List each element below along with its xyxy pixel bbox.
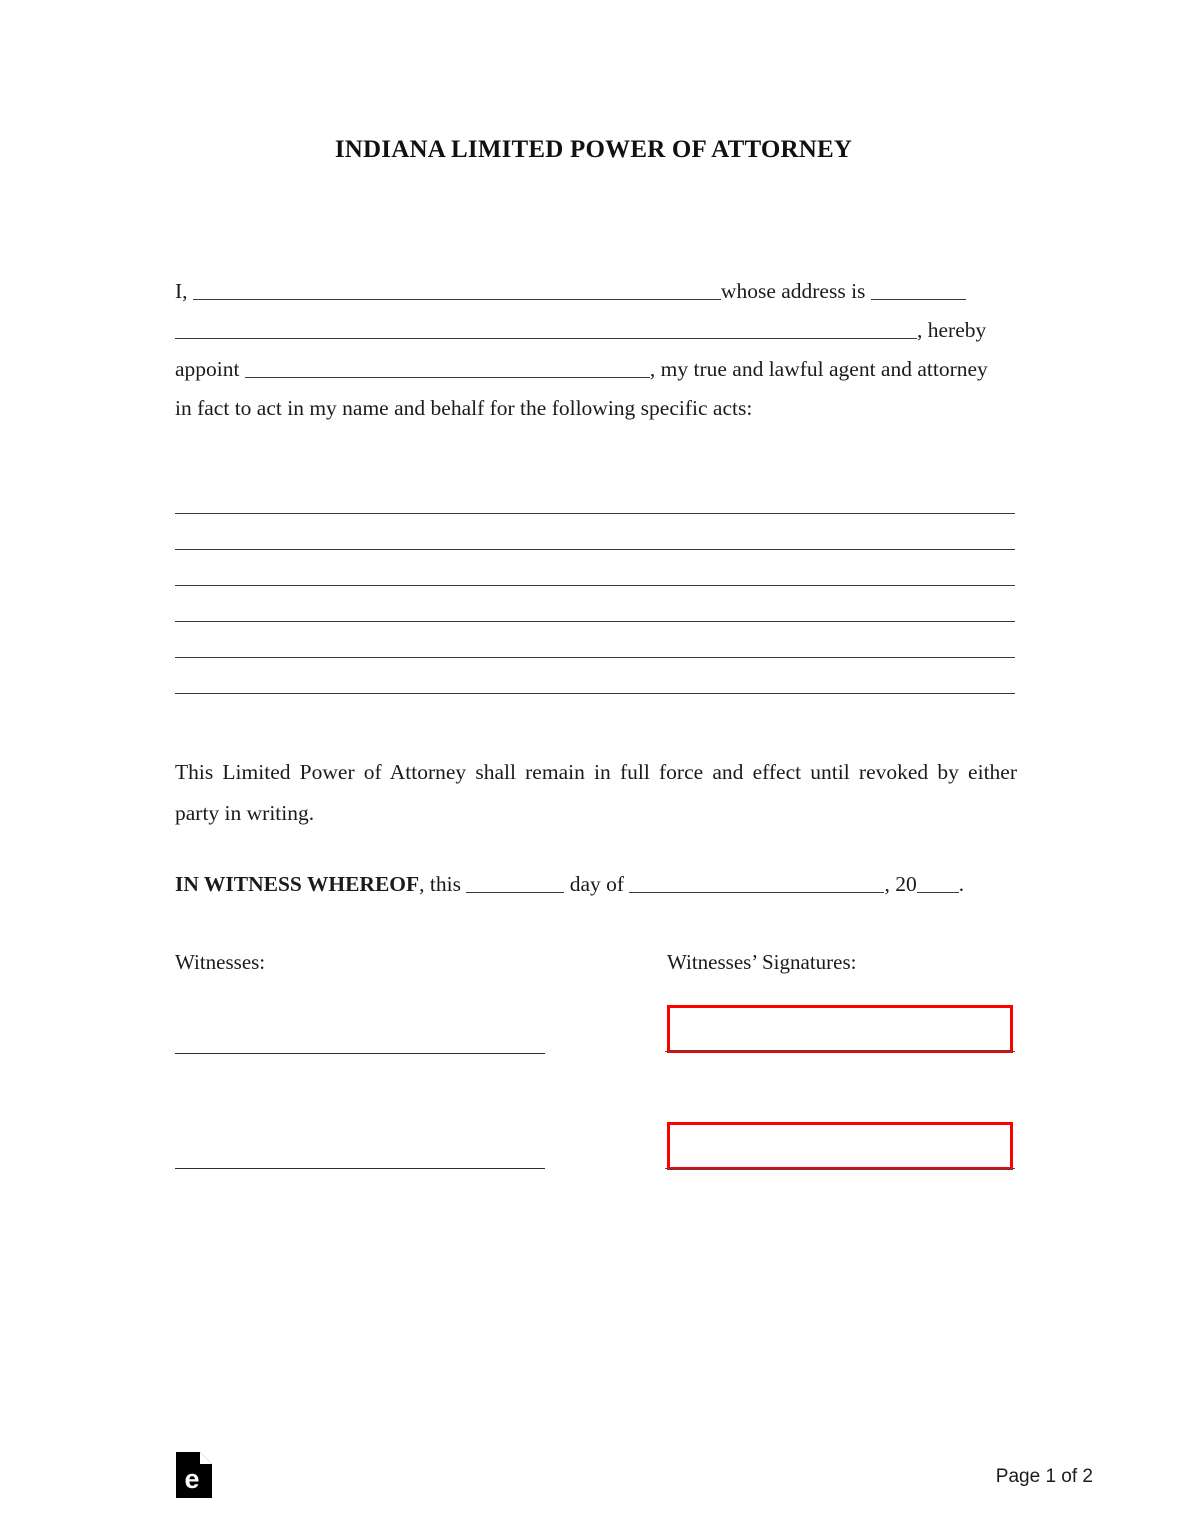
intro-line-purpose: in fact to act in my name and behalf for the following specific acts:: [175, 396, 753, 420]
durability-clause-line-2: party in writing.: [175, 801, 315, 825]
witness-signature-underline-2: [665, 1168, 1015, 1169]
specific-acts-line[interactable]: [175, 478, 1015, 514]
appoint-label: appoint: [175, 357, 240, 381]
specific-acts-line[interactable]: [175, 550, 1015, 586]
principal-name-field[interactable]: [193, 279, 721, 300]
witnesses-header: Witnesses:: [175, 950, 266, 974]
witness-signature-box-2[interactable]: [667, 1122, 1013, 1170]
execution-day-of-label: day of: [569, 872, 625, 897]
witness-name-line-2[interactable]: [175, 1168, 545, 1169]
specific-acts-blank-lines: [175, 478, 1015, 694]
page-number: Page 1 of 2: [995, 1466, 1093, 1487]
specific-acts-line[interactable]: [175, 514, 1015, 550]
durability-clause-line-1: This Limited Power of Attorney shall remain in full force and effect until revoked by either: [175, 760, 1017, 784]
witnesses-signatures-header: Witnesses’ Signatures:: [667, 950, 857, 974]
eforms-logo[interactable]: [176, 1452, 212, 1498]
witness-name-line-1[interactable]: [175, 1053, 545, 1054]
intro-paragraph: [175, 272, 1015, 428]
intro-line-appoint: [175, 350, 1015, 389]
eforms-logo-letter: e: [184, 1464, 200, 1494]
address-label: whose address is: [720, 279, 866, 303]
intro-line-address: [175, 311, 1015, 350]
execution-month-field[interactable]: [629, 872, 884, 893]
specific-acts-line[interactable]: [175, 622, 1015, 658]
page-title: INDIANA LIMITED POWER OF ATTORNEY: [334, 136, 853, 163]
execution-heading: IN WITNESS WHEREOF: [175, 872, 420, 897]
principal-prefix-label: I,: [175, 279, 188, 303]
intro-line-principal: [175, 272, 1015, 311]
principal-address-field-part2[interactable]: [175, 318, 917, 339]
execution-period: .: [958, 872, 965, 897]
witness-signature-field-1[interactable]: [667, 1005, 1013, 1053]
hereby-label: , hereby: [917, 318, 987, 342]
execution-year-prefix: , 20: [884, 872, 917, 897]
execution-line: [175, 872, 1035, 897]
execution-day-field[interactable]: [466, 872, 564, 893]
execution-year-field[interactable]: [917, 872, 959, 893]
witness-signature-field-2[interactable]: [667, 1122, 1013, 1170]
witness-signature-box-1[interactable]: [667, 1005, 1013, 1053]
specific-acts-line[interactable]: [175, 658, 1015, 694]
durability-clause: [175, 752, 1017, 834]
principal-address-field-part1[interactable]: [871, 279, 966, 300]
agent-name-field[interactable]: [245, 357, 650, 378]
agent-suffix-label: , my true and lawful agent and attorney: [649, 357, 988, 381]
execution-this-label: , this: [419, 872, 461, 897]
specific-acts-line[interactable]: [175, 586, 1015, 622]
witness-signature-underline-1: [665, 1051, 1015, 1052]
